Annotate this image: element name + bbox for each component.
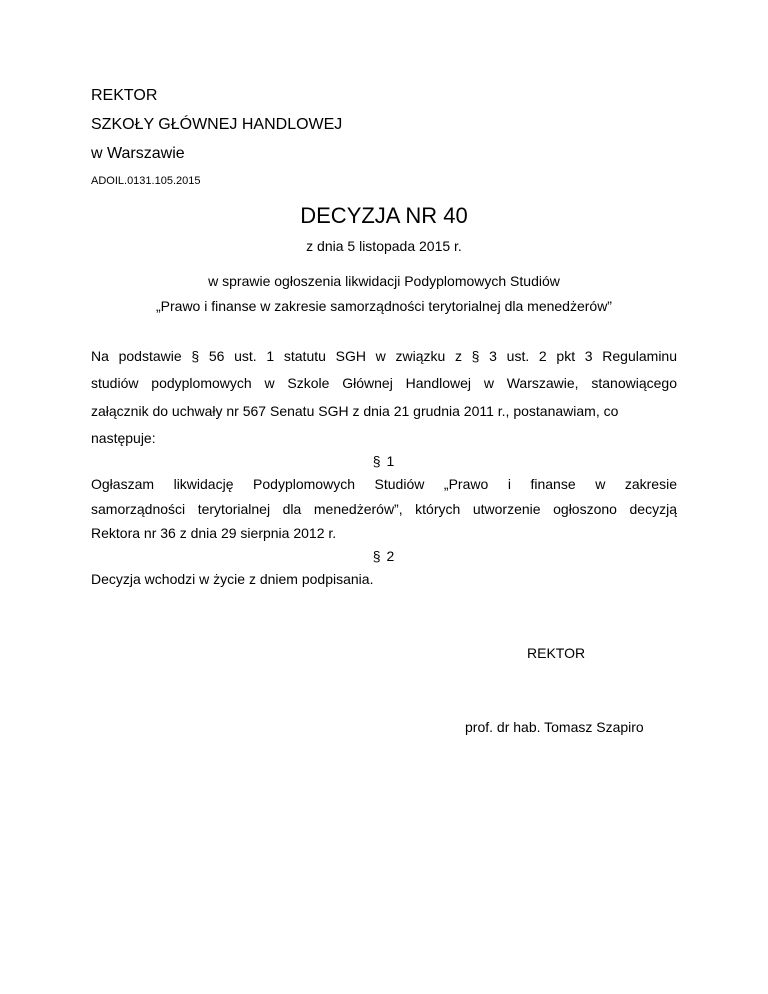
issuer-city: w Warszawie bbox=[91, 145, 185, 162]
issuer-institution: SZKOŁY GŁÓWNEJ HANDLOWEJ bbox=[91, 116, 343, 133]
signature-name: prof. dr hab. Tomasz Szapiro bbox=[465, 719, 644, 735]
preamble-line-3: załącznik do uchwały nr 567 Senatu SGH z dnia 21 grudnia 2011 r., postanawiam, co bbox=[91, 403, 619, 419]
reference-number: ADOIL.0131.105.2015 bbox=[91, 175, 201, 187]
issuer-title: REKTOR bbox=[91, 87, 158, 104]
decision-title: DECYZJA NR 40 bbox=[300, 203, 468, 228]
section-1-line-2: samorządności terytorialnej dla menedżerów”, których utworzenie ogłoszono decyzją bbox=[91, 501, 677, 517]
decision-date: z dnia 5 listopada 2015 r. bbox=[306, 238, 462, 254]
signature-role: REKTOR bbox=[527, 645, 586, 661]
decision-subject-line-2: „Prawo i finanse w zakresie samorządności terytorialnej dla menedżerów” bbox=[156, 298, 612, 314]
section-1-line-3: Rektora nr 36 z dnia 29 sierpnia 2012 r. bbox=[91, 525, 337, 541]
section-1-sign: § 1 bbox=[372, 453, 396, 469]
preamble-line-1: Na podstawie § 56 ust. 1 statutu SGH w związku z § 3 ust. 2 pkt 3 Regulaminu bbox=[91, 348, 677, 364]
section-2-line-1: Decyzja wchodzi w życie z dniem podpisania. bbox=[91, 571, 374, 587]
decision-subject-line-1: w sprawie ogłoszenia likwidacji Podyplomowych Studiów bbox=[208, 273, 560, 289]
section-2-sign: § 2 bbox=[372, 548, 396, 564]
preamble-line-2: studiów podyplomowych w Szkole Głównej Handlowej w Warszawie, stanowiącego bbox=[91, 375, 677, 391]
preamble-line-4: następuje: bbox=[91, 430, 156, 446]
section-1-line-1: Ogłaszam likwidację Podyplomowych Studiów „Prawo i finanse w zakresie bbox=[91, 476, 677, 492]
